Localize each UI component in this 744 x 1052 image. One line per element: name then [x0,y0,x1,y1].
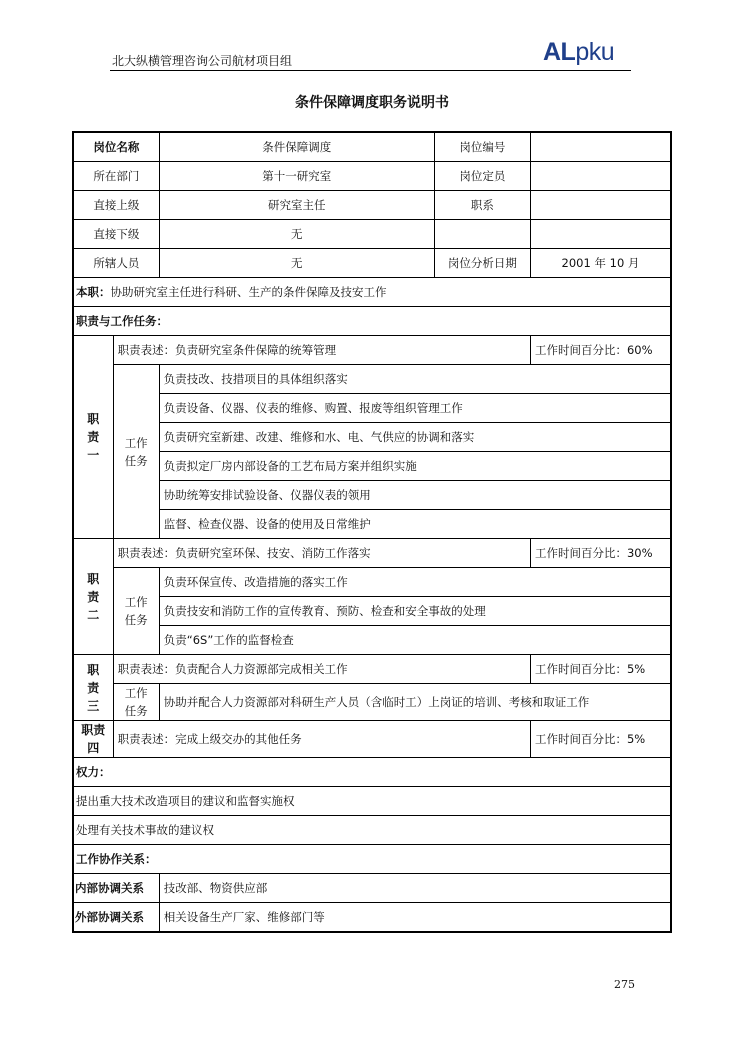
info-label: 所辖人员 [73,249,159,278]
page-number: 275 [614,978,635,991]
task-item: 负责拟定厂房内部设备的工艺布局方案并组织实施 [159,452,671,481]
info-label: 直接上级 [73,191,159,220]
power-item: 处理有关技术事故的建议权 [73,816,671,845]
relation-label: 外部协调关系 [73,903,159,933]
duty-label-text: 职责 四 [81,723,106,755]
duty-statement-row [73,336,671,365]
relation-row [73,874,671,903]
relation-value: 相关设备生产厂家、维修部门等 [159,903,671,933]
duty-label-text: 职 责 二 [87,571,100,622]
duty-percent: 工作时间百分比：5% [530,655,671,684]
task-item: 负责研究室新建、改建、维修和水、电、气供应的协调和落实 [159,423,671,452]
info-label: 岗位名称 [73,132,159,162]
info-value [530,132,671,162]
task-row [73,423,671,452]
task-row [73,481,671,510]
task-row [73,452,671,481]
duties-heading: 职责与工作任务： [73,307,671,336]
info-label: 所在部门 [73,162,159,191]
task-label [113,684,159,721]
document-title: 条件保障调度职务说明书 [295,95,449,111]
power-item: 提出重大技术改造项目的建议和监督实施权 [73,787,671,816]
duty-label-text: 职 责 三 [87,662,100,713]
duty-label [73,655,113,721]
task-item: 负责技安和消防工作的宣传教育、预防、检查和安全事故的处理 [159,597,671,626]
info-row [73,220,671,249]
duty-statement: 职责表述：负责配合人力资源部完成相关工作 [113,655,530,684]
duty-label [73,539,113,655]
task-item: 负责设备、仪器、仪表的维修、购置、报废等组织管理工作 [159,394,671,423]
power-heading-row [73,758,671,787]
duty-statement: 职责表述：负责研究室条件保障的统筹管理 [113,336,530,365]
task-row [73,684,671,721]
info-row [73,249,671,278]
duty-statement-row [73,539,671,568]
relations-heading-row [73,845,671,874]
duty-label [73,336,113,539]
task-label-text: 工作 任务 [124,435,148,468]
duty-label-text: 职 责 一 [87,412,100,462]
info-row [73,162,671,191]
benzhi-row [73,278,671,307]
duty-percent: 工作时间百分比：5% [530,721,671,758]
task-row [73,568,671,597]
info-value: 第十一研究室 [159,162,434,191]
info-label [434,220,530,249]
benzhi-text: 协助研究室主任进行科研、生产的条件保障及技安工作 [110,285,387,299]
duties-heading-row [73,307,671,336]
relations-heading: 工作协作关系： [73,845,671,874]
task-item: 负责环保宣传、改造措施的落实工作 [159,568,671,597]
company-logo: ALpku [543,38,615,66]
duty-statement: 职责表述：完成上级交办的其他任务 [113,721,530,758]
info-value: 条件保障调度 [159,132,434,162]
task-row [73,626,671,655]
info-value: 无 [159,220,434,249]
duty-label [73,721,113,758]
task-item: 协助并配合人力资源部对科研生产人员（含临时工）上岗证的培训、考核和取证工作 [159,684,671,721]
duty-statement: 职责表述：负责研究室环保、技安、消防工作落实 [113,539,530,568]
duty-percent: 工作时间百分比：60% [530,336,671,365]
info-value [530,220,671,249]
info-row [73,132,671,162]
task-item: 负责“6S”工作的监督检查 [159,626,671,655]
job-description-table [72,131,672,933]
info-label: 岗位分析日期 [434,249,530,278]
info-value: 2001 年 10 月 [530,249,671,278]
info-label: 岗位定员 [434,162,530,191]
task-row [73,597,671,626]
task-row [73,365,671,394]
task-row [73,510,671,539]
task-item: 协助统筹安排试验设备、仪器仪表的领用 [159,481,671,510]
duty-statement-row [73,655,671,684]
task-label [113,568,159,655]
duty-percent: 工作时间百分比：30% [530,539,671,568]
relation-value: 技改部、物资供应部 [159,874,671,903]
power-heading: 权力： [73,758,671,787]
task-label-text: 工作 任务 [124,595,148,627]
task-label-text: 工作 任务 [124,686,148,718]
info-value: 研究室主任 [159,191,434,220]
info-label: 岗位编号 [434,132,530,162]
power-row [73,787,671,816]
relation-row [73,903,671,933]
power-row [73,816,671,845]
info-label: 职系 [434,191,530,220]
task-row [73,394,671,423]
info-value: 无 [159,249,434,278]
task-item: 监督、检查仪器、设备的使用及日常维护 [159,510,671,539]
relation-label: 内部协调关系 [73,874,159,903]
header-rule [110,70,631,71]
task-item: 负责技改、技措项目的具体组织落实 [159,365,671,394]
info-value [530,191,671,220]
task-label [113,365,159,539]
duty-statement-row [73,721,671,758]
info-label: 直接下级 [73,220,159,249]
benzhi-label: 本职： [76,285,111,299]
info-row [73,191,671,220]
org-header: 北大纵横管理咨询公司航材项目组 [112,54,293,68]
info-value [530,162,671,191]
